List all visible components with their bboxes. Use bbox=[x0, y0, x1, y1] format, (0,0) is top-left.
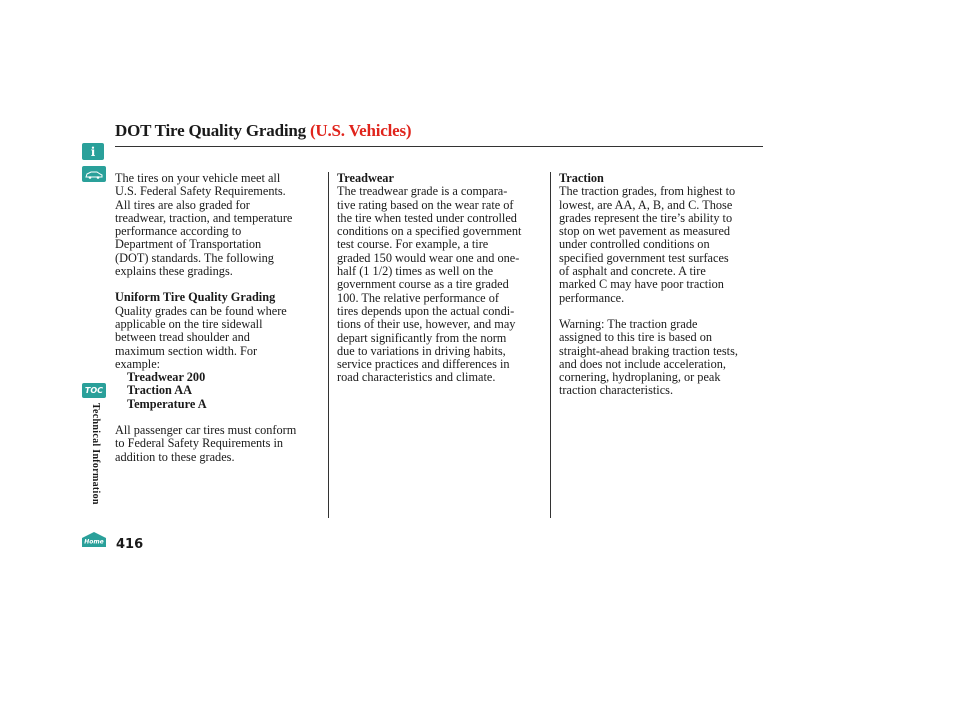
section-heading: Treadwear bbox=[337, 171, 394, 185]
text-line: conditions on a specified government bbox=[337, 224, 522, 239]
text-line: Quality grades can be found where bbox=[115, 303, 287, 318]
car-shape bbox=[85, 170, 103, 179]
warning-line: straight-ahead braking traction tests, bbox=[559, 343, 738, 358]
text-line: depart significantly from the norm bbox=[337, 330, 507, 345]
section-heading: Traction bbox=[559, 171, 604, 185]
text-line: applicable on the tire sidewall bbox=[115, 316, 263, 331]
column-treadwear bbox=[337, 172, 545, 385]
text-line: between tread shoulder and bbox=[115, 330, 250, 345]
text-line: marked C may have poor traction bbox=[559, 277, 724, 292]
text-line: grades represent the tire’s ability to bbox=[559, 210, 733, 225]
text-line: The treadwear grade is a compara- bbox=[337, 184, 508, 199]
text-line: graded 150 would wear one and one- bbox=[337, 250, 520, 265]
text-line: U.S. Federal Safety Requirements. bbox=[115, 184, 286, 199]
example-grade: Treadwear 200 bbox=[127, 370, 206, 385]
text-line: service practices and differences in bbox=[337, 357, 510, 372]
text-line: to Federal Safety Requirements in bbox=[115, 436, 284, 451]
title-highlight: (U.S. Vehicles) bbox=[309, 121, 412, 140]
home-button[interactable] bbox=[81, 531, 107, 548]
text-line: under controlled conditions on bbox=[559, 237, 710, 252]
text-line: due to variations in driving habits, bbox=[337, 343, 506, 358]
page-number: 416 bbox=[116, 537, 144, 552]
text-line: Department of Transportation bbox=[115, 237, 262, 252]
text-line: All passenger car tires must conform bbox=[115, 423, 297, 438]
section-label: Technical Information bbox=[90, 403, 101, 505]
warning-line: cornering, hydroplaning, or peak bbox=[559, 370, 721, 385]
text-line: tive rating based on the wear rate of bbox=[337, 197, 514, 212]
text-line: of asphalt and concrete. A tire bbox=[559, 264, 706, 279]
column-intro bbox=[115, 172, 323, 464]
car-icon[interactable] bbox=[82, 166, 106, 182]
text-line: stop on wet pavement as measured bbox=[559, 224, 731, 239]
text-line: example: bbox=[115, 356, 161, 371]
text-line: All tires are also graded for bbox=[115, 197, 250, 212]
text-line: maximum section width. For bbox=[115, 343, 258, 358]
text-line: performance according to bbox=[115, 224, 242, 239]
text-line: treadwear, traction, and temperature bbox=[115, 210, 293, 225]
text-line: The tires on your vehicle meet all bbox=[115, 171, 281, 185]
example-grade: Temperature A bbox=[127, 396, 207, 411]
text-line: test course. For example, a tire bbox=[337, 237, 489, 252]
warning-line: traction characteristics. bbox=[559, 383, 674, 398]
warning-line: assigned to this tire is based on bbox=[559, 330, 713, 345]
home-label: Home bbox=[84, 538, 104, 546]
text-line: lowest, are AA, A, B, and C. Those bbox=[559, 197, 733, 212]
title-main: DOT Tire Quality Grading bbox=[115, 121, 306, 140]
warning-line: Warning: The traction grade bbox=[559, 316, 698, 331]
warning-line: and does not include acceleration, bbox=[559, 356, 726, 371]
text-line: government course as a tire graded bbox=[337, 277, 509, 292]
text-line: The traction grades, from highest to bbox=[559, 184, 736, 199]
column-divider bbox=[550, 172, 551, 518]
info-icon[interactable]: i bbox=[82, 143, 104, 160]
text-line: tires depends upon the actual condi- bbox=[337, 303, 515, 318]
column-traction bbox=[559, 172, 763, 398]
text-line: 100. The relative performance of bbox=[337, 290, 499, 305]
text-line: explains these gradings. bbox=[115, 264, 233, 279]
section-heading: Uniform Tire Quality Grading bbox=[115, 290, 276, 305]
text-line: tions of their use, however, and may bbox=[337, 317, 516, 332]
example-grade: Traction AA bbox=[127, 383, 193, 398]
home-icon bbox=[81, 531, 107, 548]
column-divider bbox=[328, 172, 329, 518]
text-line: (DOT) standards. The following bbox=[115, 250, 274, 265]
text-line: specified government test surfaces bbox=[559, 250, 729, 265]
page-title bbox=[115, 121, 411, 141]
text-line: road characteristics and climate. bbox=[337, 370, 496, 385]
toc-button[interactable]: TOC bbox=[82, 383, 106, 398]
text-line: half (1 1/2) times as well on the bbox=[337, 264, 494, 279]
text-line: performance. bbox=[559, 290, 625, 305]
text-line: the tire when tested under controlled bbox=[337, 210, 517, 225]
title-rule bbox=[115, 146, 763, 147]
text-line: addition to these grades. bbox=[115, 449, 235, 464]
